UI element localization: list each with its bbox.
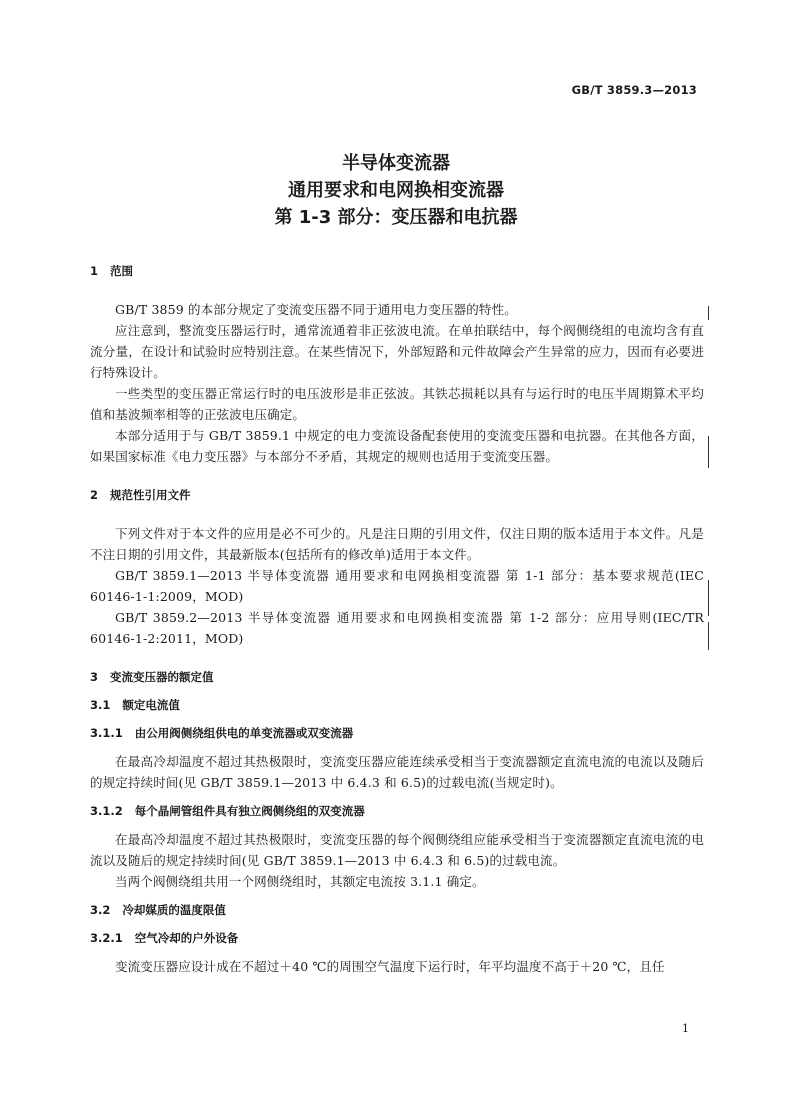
- reference-item-1: GB/T 3859.1—2013 半导体变流器 通用要求和电网换相变流器 第 1-1 部分：基本要求规范(IEC 60146-1-1:2009，MOD): [90, 568, 704, 604]
- document-body: [90, 261, 704, 977]
- change-bar: [708, 580, 709, 616]
- scope-paragraph-3: 一些类型的变压器正常运行时的电压波形是非正弦波。其铁芯损耗以具有与运行时的电压半周期算术平均值和基波频率相等的正弦波电压确定。: [90, 386, 704, 422]
- subsection-heading-3-2: 3.2 冷却媒质的温度限值: [90, 903, 226, 917]
- reference-item-2: GB/T 3859.2—2013 半导体变流器 通用要求和电网换相变流器 第 1-2 部分：应用导则(IEC/TR 60146-1-2:2011，MOD): [90, 610, 704, 646]
- references-paragraph-1: 下列文件对于本文件的应用是必不可少的。凡是注日期的引用文件，仅注日期的版本适用于本文件。凡是不注日期的引用文件，其最新版本(包括所有的修改单)适用于本文件。: [90, 526, 704, 562]
- paragraph-3-2-1: 变流变压器应设计成在不超过＋40 ℃的周围空气温度下运行时，年平均温度不高于＋20 ℃，且任: [115, 959, 665, 974]
- page-number: 1: [682, 1022, 689, 1035]
- subsection-heading-3-1-2: 3.1.2 每个晶闸管组件具有独立阀侧绕组的双变流器: [90, 804, 365, 818]
- paragraph-3-1-2-a: 在最高冷却温度不超过其热极限时，变流变压器的每个阀侧绕组应能承受相当于变流器额定直流电流的电流以及随后的规定持续时间(见 GB/T 3859.1—2013 中 6.4.3 和 6.5)的过载电流。: [90, 832, 704, 868]
- section-heading-ratings: 3 变流变压器的额定值: [90, 670, 214, 684]
- scope-paragraph-4: 本部分适用于与 GB/T 3859.1 中规定的电力变流设备配套使用的变流变压器和电抗器。在其他各方面，如果国家标准《电力变压器》与本部分不矛盾，其规定的规则也适用于变流变压器。: [90, 428, 704, 464]
- section-heading-scope: 1 范围: [90, 264, 134, 278]
- subsection-heading-3-1-1: 3.1.1 由公用阀侧绕组供电的单变流器或双变流器: [90, 726, 354, 740]
- title-line-3: 第 1-3 部分：变压器和电抗器: [274, 207, 518, 228]
- change-bar: [708, 436, 709, 468]
- change-bar: [708, 306, 709, 320]
- document-title: [0, 150, 792, 231]
- scope-paragraph-2: 应注意到，整流变压器运行时，通常流通着非正弦波电流。在单拍联结中，每个阀侧绕组的电流均含有直流分量，在设计和试验时应特别注意。在某些情况下，外部短路和元件故障会产生异常的应力，因而有必要进行特殊设计。: [90, 323, 704, 380]
- subsection-heading-3-1: 3.1 额定电流值: [90, 698, 180, 712]
- title-line-2: 通用要求和电网换相变流器: [288, 180, 504, 201]
- subsection-heading-3-2-1: 3.2.1 空气冷却的户外设备: [90, 931, 239, 945]
- change-bar: [708, 622, 709, 650]
- paragraph-3-1-2-b: 当两个阀侧绕组共用一个网侧绕组时，其额定电流按 3.1.1 确定。: [115, 874, 485, 889]
- title-line-1: 半导体变流器: [342, 153, 450, 174]
- scope-paragraph-1: GB/T 3859 的本部分规定了变流变压器不同于通用电力变压器的特性。: [115, 302, 517, 317]
- section-heading-references: 2 规范性引用文件: [90, 488, 191, 502]
- standard-code: GB/T 3859.3—2013: [571, 83, 697, 97]
- paragraph-3-1-1: 在最高冷却温度不超过其热极限时，变流变压器应能连续承受相当于变流器额定直流电流的电流以及随后的规定持续时间(见 GB/T 3859.1—2013 中 6.4.3 和 6.5)的过载电流(当规定时)。: [90, 754, 704, 790]
